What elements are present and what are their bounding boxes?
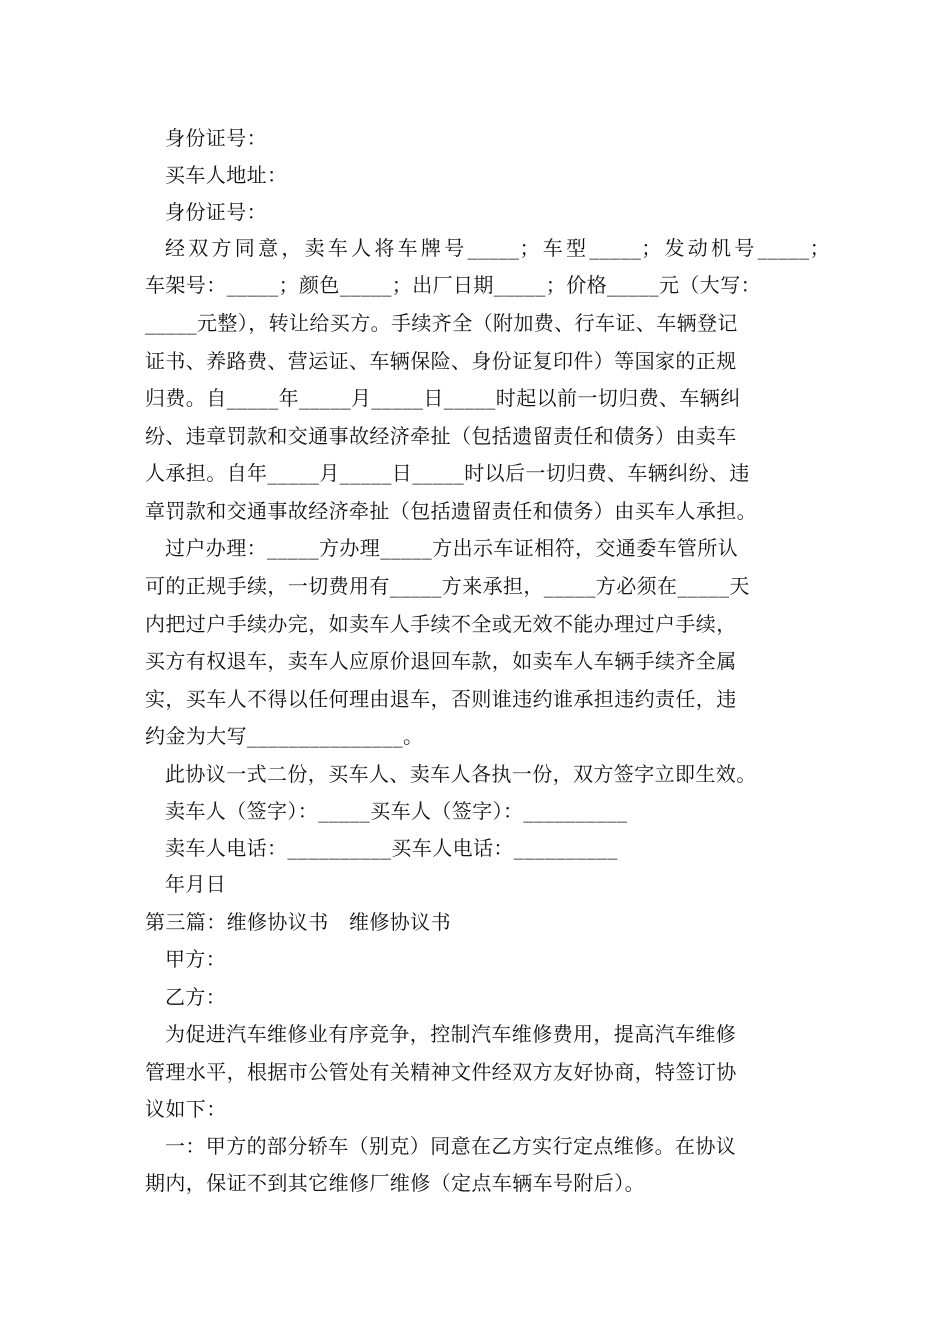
date-line: 年月日 (165, 872, 227, 896)
paragraph-line: 归费。自_____年_____月_____日_____时起以前一切归费、车辆纠 (145, 386, 741, 410)
party-a-line: 甲方： (165, 947, 227, 971)
signature-line: 卖车人（签字）：_____买车人（签字）：__________ (165, 799, 628, 823)
buyer-address-line: 买车人地址： (165, 163, 288, 187)
paragraph-line: 议如下： (145, 1097, 227, 1121)
paragraph-line: _____元整），转让给买方。手续齐全（附加费、行车证、车辆登记 (145, 311, 738, 335)
paragraph-line: 可的正规手续，一切费用有_____方来承担，_____方必须在_____天 (145, 574, 750, 598)
paragraph-line: 管理水平，根据市公管处有关精神文件经双方友好协商，特签订协 (145, 1060, 737, 1084)
paragraph-line: 买方有权退车，卖车人应原价退回车款，如卖车人车辆手续齐全属 (145, 649, 737, 673)
paragraph-line: 约金为大写_______________。 (145, 724, 424, 748)
id-number-line-1: 身份证号： (165, 126, 267, 150)
phone-line: 卖车人电话：__________买车人电话：__________ (165, 836, 618, 860)
paragraph-line: 章罚款和交通事故经济牵扯（包括遗留责任和债务）由买车人承担。 (145, 499, 757, 523)
paragraph-line: 此协议一式二份，买车人、卖车人各执一份，双方签字立即生效。 (165, 762, 757, 786)
section-title: 第三篇：维修协议书 维修协议书 (145, 910, 451, 934)
paragraph-line: 纷、违章罚款和交通事故经济牵扯（包括遗留责任和债务）由卖车 (145, 424, 737, 448)
paragraph-line: 内把过户手续办完，如卖车人手续不全或无效不能办理过户手续， (145, 612, 737, 636)
paragraph-line: 车架号：_____；颜色_____；出厂日期_____；价格_____元（大写： (145, 273, 761, 297)
paragraph-line: 过户办理：_____方办理_____方出示车证相符，交通委车管所认 (165, 536, 739, 560)
paragraph-line: 经双方同意，卖车人将车牌号_____；车型_____；发动机号_____； (165, 236, 830, 260)
paragraph-line: 期内，保证不到其它维修厂维修（定点车辆车号附后）。 (145, 1171, 645, 1195)
id-number-line-2: 身份证号： (165, 200, 267, 224)
paragraph-line: 证书、养路费、营运证、车辆保险、身份证复印件）等国家的正规 (145, 349, 737, 373)
paragraph-line: 人承担。自年_____月_____日_____时以后一切归费、车辆纠纷、违 (145, 461, 750, 485)
paragraph-line: 一：甲方的部分轿车（别克）同意在乙方实行定点维修。在协议 (165, 1134, 737, 1158)
paragraph-line: 实，买车人不得以任何理由退车，否则谁违约谁承担违约责任，违 (145, 687, 737, 711)
paragraph-line: 为促进汽车维修业有序竞争，控制汽车维修费用，提高汽车维修 (165, 1022, 737, 1046)
party-b-line: 乙方： (165, 985, 227, 1009)
